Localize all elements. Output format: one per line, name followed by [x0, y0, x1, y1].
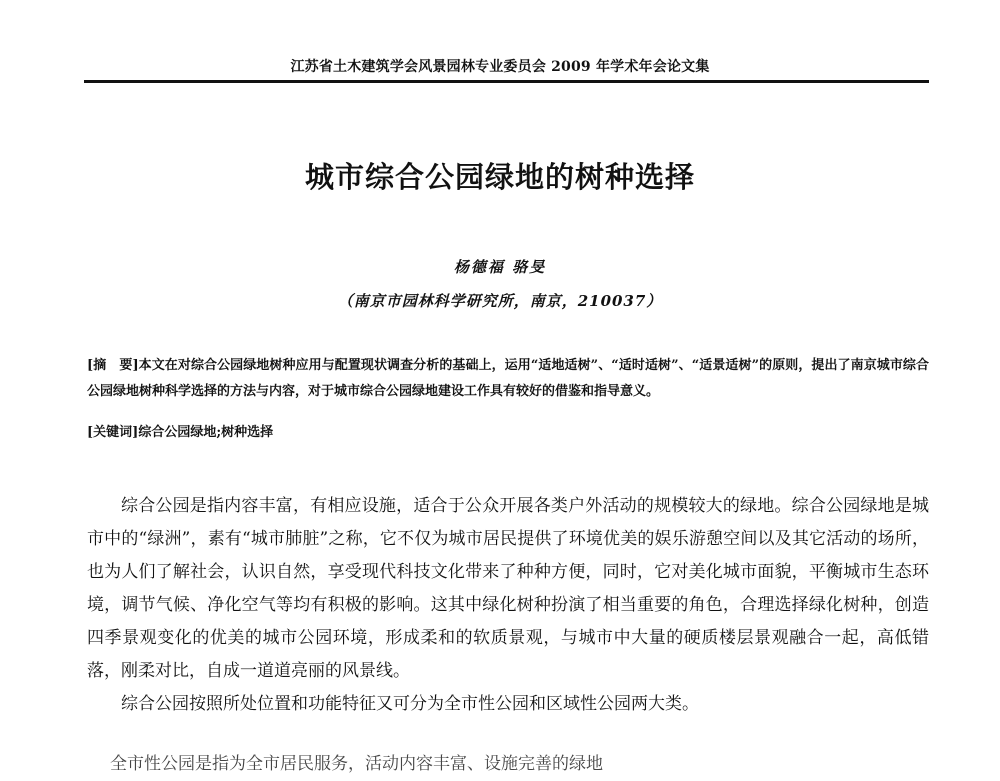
- paper-affiliation: （南京市园林科学研究所，南京，210037）: [337, 292, 663, 310]
- running-header: 江苏省土木建筑学会风景园林专业委员会 2009 年学术年会论文集: [290, 59, 710, 75]
- cut-off-line: 全市性公园是指为全市居民服务，活动内容丰富、设施完善的绿地: [110, 754, 603, 774]
- abstract-label: [摘 要]: [87, 358, 139, 373]
- keywords-label: [关键词]: [87, 425, 139, 440]
- header-rule: [84, 80, 929, 83]
- paper-authors: 杨德福 骆旻: [453, 258, 547, 276]
- abstract: [87, 353, 929, 405]
- body-text: [87, 490, 929, 721]
- keywords: [87, 420, 929, 446]
- body-paragraph: 综合公园是指内容丰富，有相应设施，适合于公众开展各类户外活动的规模较大的绿地。综合公园绿地是城市中的“绿洲”，素有“城市肺脏”之称，它不仅为城市居民提供了环境优美的娱乐游憩空间以及其它活动的场所，也为人们了解社会，认识自然，享受现代科技文化带来了种种方便，同时，它对美化城市面貌，平衡城市生态环境，调节气候、净化空气等均有积极的影响。这其中绿化树种扮演了相当重要的角色，合理选择绿化树种，创造四季景观变化的优美的城市公园环境，形成柔和的软质景观，与城市中大量的硬质楼层景观融合一起，高低错落，刚柔对比，自成一道道亮丽的风景线。: [87, 496, 929, 681]
- body-paragraph: 综合公园按照所处位置和功能特征又可分为全市性公园和区域性公园两大类。: [121, 694, 699, 714]
- paper-title: 城市综合公园绿地的树种选择: [304, 160, 695, 194]
- keywords-text: 综合公园绿地;树种选择: [138, 425, 274, 440]
- abstract-text: 本文在对综合公园绿地树种应用与配置现状调查分析的基础上，运用“适地适树”、“适时适树”、“适景适树”的原则，提出了南京城市综合公园绿地树种科学选择的方法与内容，对于城市综合公园绿地建设工作具有较好的借鉴和指导意义。: [87, 358, 929, 399]
